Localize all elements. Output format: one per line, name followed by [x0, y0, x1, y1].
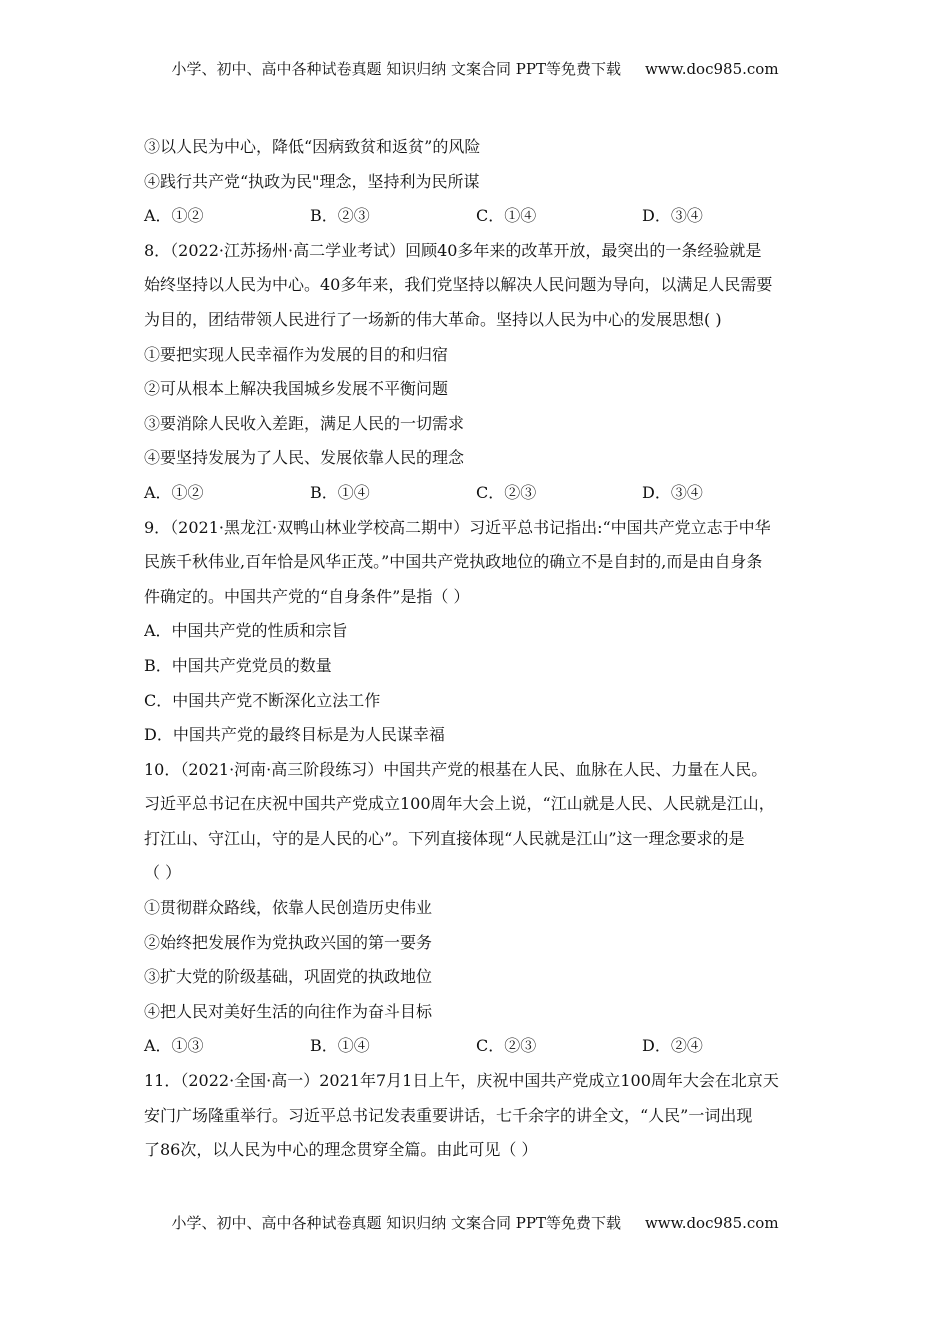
statement-item: ①要把实现人民幸福作为发展的目的和归宿 — [144, 344, 449, 364]
statement-item: ③扩大党的阶级基础，巩固党的执政地位 — [144, 967, 433, 987]
answer-options — [144, 199, 810, 234]
question-stem-line: 10．（2021·河南·高三阶段练习）中国共产党的根基在人民、血脉在人民、力量在人民。 — [144, 759, 768, 779]
footer-text: 小学、初中、高中各种试卷真题 知识归纳 文案合同 PPT等免费下载 — [171, 1214, 621, 1232]
option-b: B．①④ — [310, 1036, 370, 1056]
option-b: B．②③ — [310, 206, 370, 226]
option-d: D．②④ — [642, 1036, 703, 1056]
option-d: D．③④ — [642, 206, 703, 226]
question-stem-line: 始终坚持以人民为中心。40多年来，我们党坚持以解决人民问题为导向，以满足人民需要 — [144, 275, 773, 295]
option-a: A．①② — [144, 482, 204, 502]
page-footer — [0, 1212, 950, 1233]
question-stem-line: 民族千秋伟业,百年恰是风华正茂。”中国共产党执政地位的确立不是自封的,而是由自身条 — [144, 552, 763, 572]
header-site-link[interactable]: www.doc985.com — [644, 60, 779, 78]
question-stem-line: 安门广场隆重举行。习近平总书记发表重要讲话，七千余字的讲全文，“人民”一词出现 — [144, 1105, 753, 1125]
question-stem-line: 了86次，以人民为中心的理念贯穿全篇。由此可见（ ） — [144, 1140, 538, 1160]
header-text: 小学、初中、高中各种试卷真题 知识归纳 文案合同 PPT等免费下载 — [171, 60, 621, 78]
statement-item: ④践行共产党“执政为民"理念，坚持利为民所谋 — [144, 171, 480, 191]
statement-item: ④把人民对美好生活的向往作为奋斗目标 — [144, 1001, 433, 1021]
question-8 — [144, 234, 810, 511]
question-11 — [144, 1064, 810, 1168]
option-a: A．①③ — [144, 1036, 204, 1056]
statement-item: ②可从根本上解决我国城乡发展不平衡问题 — [144, 379, 449, 399]
page-header — [0, 58, 950, 79]
option-b: B．①④ — [310, 482, 370, 502]
statement-item: ④要坚持发展为了人民、发展依靠人民的理念 — [144, 448, 465, 468]
answer-options — [144, 476, 810, 511]
option-c: C．②③ — [476, 1036, 537, 1056]
choice-b: B．中国共产党党员的数量 — [144, 655, 332, 675]
question-stem-line: 11．（2022·全国·高一）2021年7月1日上午，庆祝中国共产党成立100周年大会在北京天 — [144, 1071, 779, 1091]
choice-d: D．中国共产党的最终目标是为人民谋幸福 — [144, 725, 445, 745]
question-10 — [144, 753, 810, 1064]
option-c: C．②③ — [476, 482, 537, 502]
statement-item: ③以人民为中心，降低“因病致贫和返贫”的风险 — [144, 137, 481, 156]
statement-item: ③要消除人民收入差距，满足人民的一切需求 — [144, 413, 465, 433]
footer-site-link[interactable]: www.doc985.com — [644, 1214, 779, 1232]
choice-a: A．中国共产党的性质和宗旨 — [144, 621, 348, 641]
question-stem-line: 9．（2021·黑龙江·双鸭山林业学校高二期中）习近平总书记指出:“中国共产党立志于中华 — [144, 517, 771, 537]
question-stem-line: 8．（2022·江苏扬州·高二学业考试）回顾40多年来的改革开放，最突出的一条经验就是 — [144, 240, 762, 260]
prev-question — [144, 130, 810, 234]
statement-item: ②始终把发展作为党执政兴国的第一要务 — [144, 932, 433, 952]
question-stem-line: 习近平总书记在庆祝中国共产党成立100周年大会上说，“江山就是人民、人民就是江山， — [144, 794, 775, 814]
option-a: A．①② — [144, 206, 204, 226]
option-c: C．①④ — [476, 206, 537, 226]
option-d: D．③④ — [642, 482, 703, 502]
exam-content — [144, 130, 810, 1168]
statement-item: ①贯彻群众路线，依靠人民创造历史伟业 — [144, 898, 433, 918]
choice-c: C．中国共产党不断深化立法工作 — [144, 690, 381, 710]
answer-options — [144, 1029, 810, 1064]
question-9 — [144, 511, 810, 753]
question-stem-line: 为目的，团结带领人民进行了一场新的伟大革命。坚持以人民为中心的发展思想( ) — [144, 309, 722, 329]
question-stem-line: 件确定的。中国共产党的“自身条件”是指（ ） — [144, 586, 470, 606]
question-stem-line: 打江山、守江山，守的是人民的心”。下列直接体现“人民就是江山”这一理念要求的是 — [144, 828, 745, 848]
question-stem-line: （ ） — [144, 863, 182, 883]
